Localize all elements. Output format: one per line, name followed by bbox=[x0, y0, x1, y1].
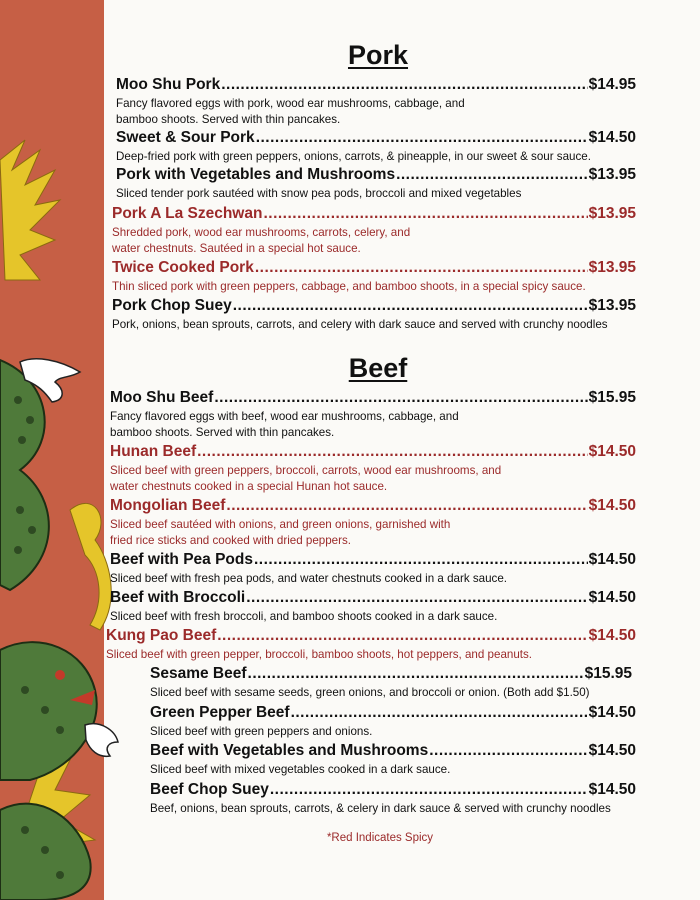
item-price: $14.50 bbox=[588, 781, 636, 798]
item-price: $14.50 bbox=[588, 627, 636, 644]
item-price: $14.50 bbox=[588, 129, 636, 146]
leader-dots bbox=[226, 496, 587, 515]
menu-item bbox=[112, 258, 636, 295]
leader-dots bbox=[214, 388, 587, 407]
item-description: Sliced beef with green pepper, broccoli, bamboo shoots, hot peppers, and peanuts. bbox=[106, 648, 533, 661]
leader-dots bbox=[221, 75, 587, 94]
spicy-footnote: *Red Indicates Spicy bbox=[326, 832, 434, 844]
item-description: Sliced beef with green peppers and onions. bbox=[150, 725, 373, 738]
item-description: Fancy flavored eggs with pork, wood ear mushrooms, cabbage, and bamboo shoots. Served with thin pancakes. bbox=[116, 97, 465, 126]
menu-item bbox=[110, 388, 636, 440]
leader-dots bbox=[396, 165, 588, 184]
menu-item bbox=[150, 741, 636, 778]
item-price: $14.95 bbox=[588, 76, 636, 93]
item-price: $14.50 bbox=[588, 551, 636, 568]
item-name: Sweet & Sour Pork bbox=[116, 129, 255, 146]
item-description: Shredded pork, wood ear mushrooms, carrots, celery, and water chestnuts. Sautéed in a special hot sauce. bbox=[112, 226, 411, 255]
leader-dots bbox=[255, 258, 588, 277]
item-price: $13.95 bbox=[588, 166, 636, 183]
item-name: Moo Shu Beef bbox=[110, 389, 214, 406]
item-description: Pork, onions, bean sprouts, carrots, and celery with dark sauce and served with crunchy noodles bbox=[112, 318, 608, 331]
item-price: $14.50 bbox=[588, 704, 636, 721]
item-description: Sliced tender pork sautéed with snow pea pods, broccoli and mixed vegetables bbox=[116, 187, 522, 200]
leader-dots bbox=[248, 664, 584, 683]
menu-item bbox=[112, 296, 636, 333]
leader-dots bbox=[197, 442, 587, 461]
item-price: $15.95 bbox=[584, 665, 632, 682]
item-description: Sliced beef with fresh broccoli, and bamboo shoots cooked in a dark sauce. bbox=[110, 610, 498, 623]
item-price: $14.50 bbox=[588, 589, 636, 606]
menu-item bbox=[106, 626, 636, 663]
item-description: Fancy flavored eggs with beef, wood ear mushrooms, cabbage, and bamboo shoots. Served with thin pancakes. bbox=[110, 410, 459, 439]
item-name: Mongolian Beef bbox=[110, 497, 226, 514]
leader-dots bbox=[256, 128, 588, 147]
item-name: Sesame Beef bbox=[150, 665, 247, 682]
item-name: Kung Pao Beef bbox=[106, 627, 217, 644]
item-description: Deep-fried pork with green peppers, onions, carrots, & pineapple, in our sweet & sour sauce. bbox=[116, 150, 591, 163]
item-description: Sliced beef with green peppers, broccoli, carrots, wood ear mushrooms, and water chestnuts cooked in a special Hunan hot sauce. bbox=[110, 464, 502, 493]
menu-item bbox=[150, 664, 632, 701]
item-name: Pork with Vegetables and Mushrooms bbox=[116, 166, 396, 183]
item-description: Beef, onions, bean sprouts, carrots, & celery in dark sauce & served with crunchy noodles bbox=[150, 802, 611, 815]
item-name: Beef with Vegetables and Mushrooms bbox=[150, 742, 429, 759]
leader-dots bbox=[291, 703, 588, 722]
leader-dots bbox=[254, 550, 588, 569]
item-price: $15.95 bbox=[588, 389, 636, 406]
item-description: Sliced beef with sesame seeds, green onions, and broccoli or onion. (Both add $1.50) bbox=[150, 686, 590, 699]
item-name: Hunan Beef bbox=[110, 443, 197, 460]
item-name: Twice Cooked Pork bbox=[112, 259, 254, 276]
leader-dots bbox=[217, 626, 587, 645]
item-name: Pork Chop Suey bbox=[112, 297, 232, 314]
menu-item bbox=[116, 75, 636, 127]
item-price: $14.50 bbox=[588, 497, 636, 514]
menu-item bbox=[110, 550, 636, 587]
leader-dots bbox=[233, 296, 588, 315]
menu-item bbox=[110, 496, 636, 548]
menu-item bbox=[150, 780, 636, 817]
section-title-beef: Beef bbox=[348, 353, 408, 383]
item-description: Thin sliced pork with green peppers, cabbage, and bamboo shoots, in a special spicy sauce. bbox=[112, 280, 586, 293]
item-price: $14.50 bbox=[588, 443, 636, 460]
item-name: Moo Shu Pork bbox=[116, 76, 221, 93]
item-name: Beef with Pea Pods bbox=[110, 551, 253, 568]
menu-item bbox=[150, 703, 636, 740]
item-name: Pork A La Szechwan bbox=[112, 205, 263, 222]
item-description: Sliced beef with fresh pea pods, and water chestnuts cooked in a dark sauce. bbox=[110, 572, 508, 585]
leader-dots bbox=[263, 204, 587, 223]
item-name: Green Pepper Beef bbox=[150, 704, 290, 721]
menu-item bbox=[110, 588, 636, 625]
item-price: $14.50 bbox=[588, 742, 636, 759]
menu-item bbox=[110, 442, 636, 494]
item-price: $13.95 bbox=[588, 297, 636, 314]
menu-item bbox=[112, 204, 636, 256]
leader-dots bbox=[246, 588, 587, 607]
item-name: Beef with Broccoli bbox=[110, 589, 246, 606]
item-description: Sliced beef with mixed vegetables cooked in a dark sauce. bbox=[150, 763, 451, 776]
leader-dots bbox=[270, 780, 588, 799]
leader-dots bbox=[429, 741, 587, 760]
item-price: $13.95 bbox=[588, 259, 636, 276]
item-description: Sliced beef sautéed with onions, and green onions, garnished with fried rice sticks and cooked with dried peppers. bbox=[110, 518, 451, 547]
item-name: Beef Chop Suey bbox=[150, 781, 269, 798]
menu-item bbox=[116, 165, 636, 202]
item-price: $13.95 bbox=[588, 205, 636, 222]
menu-item bbox=[116, 128, 636, 165]
section-title-pork: Pork bbox=[347, 40, 409, 70]
